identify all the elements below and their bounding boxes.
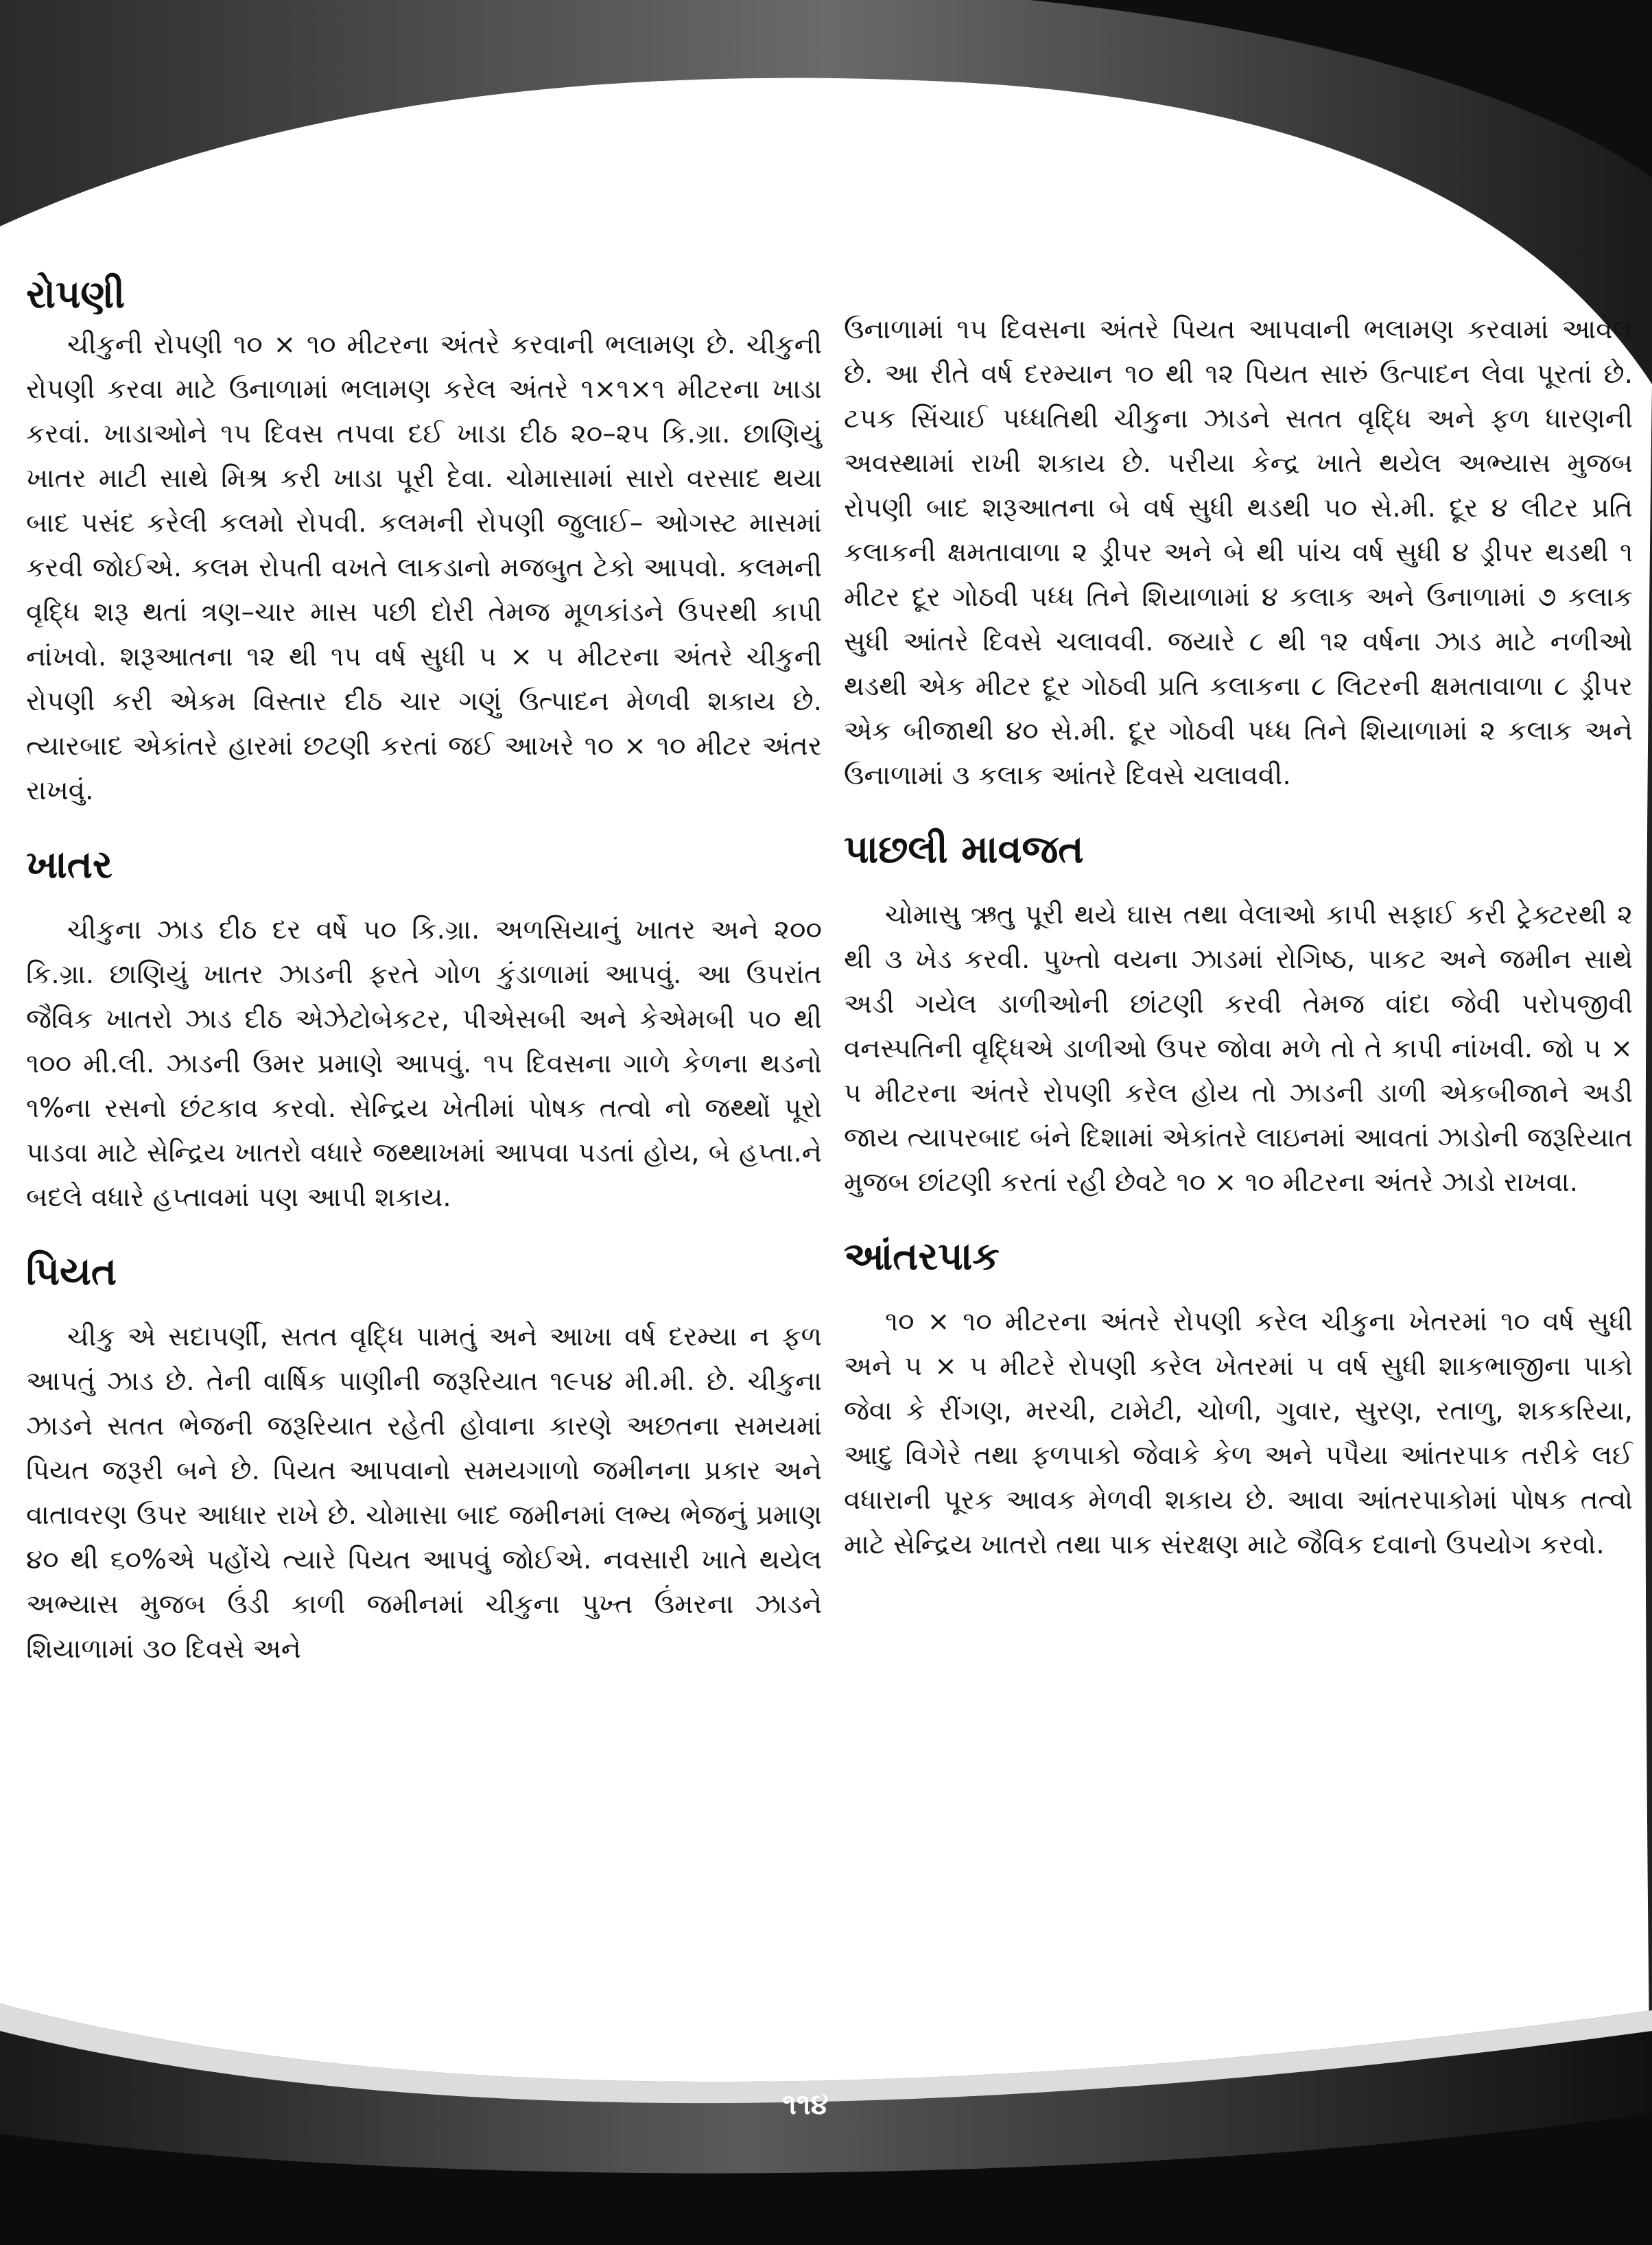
heading-pachhli-mavjat: પાછલી માવજત	[844, 827, 1084, 872]
paragraph-khatar: ચીકુના ઝાડ દીઠ દર વર્ષે ૫૦ કિ.ગ્રા. અળસિયાનું ખાતર અને ૨૦૦ કિ.ગ્રા. છાણિયું ખાતર ઝાડની ફરતે ગોળ કુંડાળામાં આપવું. આ ઉપરાંત જૈવિક ખાતરો ઝાડ દીઠ એઝેટોબેકટર, પીએસબી અને કેએમબી ૫૦ થી ૧૦૦ મી.લી. ઝાડની ઉમર પ્રમાણે આપવું. ૧૫ દિવસના ગાળે કેળના થડનો ૧%ના રસનો છંટકાવ કરવો. સેન્દ્રિય ખેતીમાં પોષક તત્વો નો જથ્થોં પૂરો પાડવા માટે સેન્દ્રિય ખાતરો વધારે જથ્થાખમાં આપવા પડતાં હોય, બે હપ્તા.ને બદલે વધારે હપ્તાવમાં પણ આપી શકાય.	[26, 915, 822, 1213]
heading-ropani: રોપણી	[26, 272, 126, 317]
paragraph-ropani: ચીકુની રોપણી ૧૦ × ૧૦ મીટરના અંતરે કરવાની ભલામણ છે. ચીકુની રોપણી કરવા માટે ઉનાળામાં ભલામણ કરેલ અંતરે ૧×૧×૧ મીટરના ખાડા કરવાં. ખાડાઓને ૧૫ દિવસ તપવા દઈ ખાડા દીઠ ૨૦–૨૫ કિ.ગ્રા. છાણિયું ખાતર માટી સાથે મિશ્ર કરી ખાડા પૂરી દેવા. ચોમાસામાં સારો વરસાદ થયા બાદ પસંદ કરેલી કલમો રોપવી. કલમની રોપણી જુલાઈ– ઓગસ્ટ માસમાં કરવી જોઈએ. કલમ રોપતી વખતે લાકડાનો મજબુત ટેકો આપવો. કલમની વૃદ્ધિ શરૂ થતાં ત્રણ–ચાર માસ પછી દોરી તેમજ મૂળકાંડને ઉપરથી કાપી નાંખવો. શરૂઆતના ૧૨ થી ૧૫ વર્ષ સુધી ૫ × ૫ મીટરના અંતરે ચીકુની રોપણી કરી એકમ વિસ્તાર દીઠ ચાર ગણું ઉત્પાદન મેળવી શકાય છે. ત્યારબાદ એકાંતરે હારમાં છટણી કરતાં જઈ આખરે ૧૦ × ૧૦ મીટર અંતર રાખવું.	[26, 329, 822, 806]
paragraph-piyat: ચીકુ એ સદાપર્ણી, સતત વૃદ્ધિ પામતું અને આખા વર્ષ દરમ્યા ન ફળ આપતું ઝાડ છે. તેની વાર્ષિક પાણીની જરૂરિયાત ૧૯૫૪ મી.મી. છે. ચીકુના ઝાડને સતત ભેજની જરૂરિયાત રહેતી હોવાના કારણે અછતના સમયમાં પિયત જરૂરી બને છે. પિયત આપવાનો સમયગાળો જમીનના પ્રકાર અને વાતાવરણ ઉપર આધાર રાખે છે. ચોમાસા બાદ જમીનમાં લભ્ય ભેજનું પ્રમાણ ૪૦ થી ૬૦%એ પહોંચે ત્યારે પિયત આપવું જોઈએ. નવસારી ખાતે થયેલ અભ્યાસ મુજબ ઉંડી કાળી જમીનમાં ચીકુના પુખ્ત ઉંમરના ઝાડને શિયાળામાં ૩૦ દિવસે અને	[26, 1321, 822, 1665]
paragraph-antarpak: ૧૦ × ૧૦ મીટરના અંતરે રોપણી કરેલ ચીકુના ખેતરમાં ૧૦ વર્ષ સુધી અને ૫ × ૫ મીટરે રોપણી કરેલ ખેતરમાં ૫ વર્ષ સુધી શાકભાજીના પાકો જેવા કે રીંગણ, મરચી, ટામેટી, ચોળી, ગુવાર, સુરણ, રતાળુ, શકકરિયા, આદુ વિગેરે તથા ફળપાકો જેવાકે કેળ અને પપૈયા આંતરપાક તરીકે લઈ વધારાની પૂરક આવક મેળવી શકાય છે. આવા આંતરપાકોમાં પોષક તત્વો માટે સેન્દ્રિય ખાતરો તથા પાક સંરક્ષણ માટે જૈવિક દવાનો ઉપયોગ કરવો.	[844, 1306, 1633, 1560]
right-column	[844, 307, 1633, 1567]
paragraph-piyat-continued: ઉનાળામાં ૧૫ દિવસના અંતરે પિયત આપવાની ભલામણ કરવામાં આવેલ છે. આ રીતે વર્ષ દરમ્યાન ૧૦ થી ૧૨ પિયત સારું ઉત્પાદન લેવા પૂરતાં છે. ટપક સિંચાઈ પધ્ધતિથી ચીકુના ઝાડને સતત વૃદ્ધિ અને ફળ ધારણની અવસ્થામાં રાખી શકાય છે. પરીયા કેન્દ્ર ખાતે થયેલ અભ્યાસ મુજબ રોપણી બાદ શરૂઆતના બે વર્ષ સુધી થડથી ૫૦ સે.મી. દૂર ૪ લીટર પ્રતિ કલાકની ક્ષમતાવાળા ૨ ડ્રીપર અને બે થી પાંચ વર્ષ સુધી ૪ ડ્રીપર થડથી ૧ મીટર દૂર ગોઠવી પધ્ધ તિને શિયાળામાં ૪ કલાક અને ઉનાળામાં ૭ કલાક સુધી આંતરે દિવસે ચલાવવી. જયારે ૮ થી ૧૨ વર્ષના ઝાડ માટે નળીઓ થડથી એક મીટર દૂર ગોઠવી પ્રતિ કલાકના ૮ લિટરની ક્ષમતાવાળા ૮ ડ્રીપર એક બીજાથી ૪૦ સે.મી. દૂર ગોઠવી પધ્ધ તિને શિયાળામાં ૨ કલાક અને ઉનાળામાં ૩ કલાક આંતરે દિવસે ચલાવવી.	[844, 314, 1633, 791]
paragraph-pachhli-mavjat: ચોમાસુ ઋતુ પૂરી થયે ઘાસ તથા વેલાઓ કાપી સફાઈ કરી ટ્રેક્ટરથી ૨ થી ૩ ખેડ કરવી. પુખ્તો વયના ઝાડમાં રોગિષ્ઠ, પાકટ અને જમીન સાથે અડી ગયેલ ડાળીઓની છાંટણી કરવી તેમજ વાંદા જેવી પરોપજીવી વનસ્પતિની વૃદ્ધિએ ડાળીઓ ઉપર જોવા મળે તો તે કાપી નાંખવી. જો ૫ × ૫ મીટરના અંતરે રોપણી કરેલ હોય તો ઝાડની ડાળી એકબીજાને અડી જાય ત્યાપરબાદ બંને દિશામાં એકાંતરે લાઇનમાં આવતાં ઝાડોની જરૂરિયાત મુજબ છાંટણી કરતાં રહી છેવટે ૧૦ × ૧૦ મીટરના અંતરે ઝાડો રાખવા.	[844, 900, 1633, 1198]
heading-khatar: ખાતર	[26, 843, 113, 887]
heading-piyat: પિયત	[26, 1249, 117, 1294]
page-number: ૧૧૪	[782, 2087, 829, 2121]
heading-antarpak: આંતરપાક	[844, 1234, 1000, 1279]
left-column	[26, 268, 822, 1671]
